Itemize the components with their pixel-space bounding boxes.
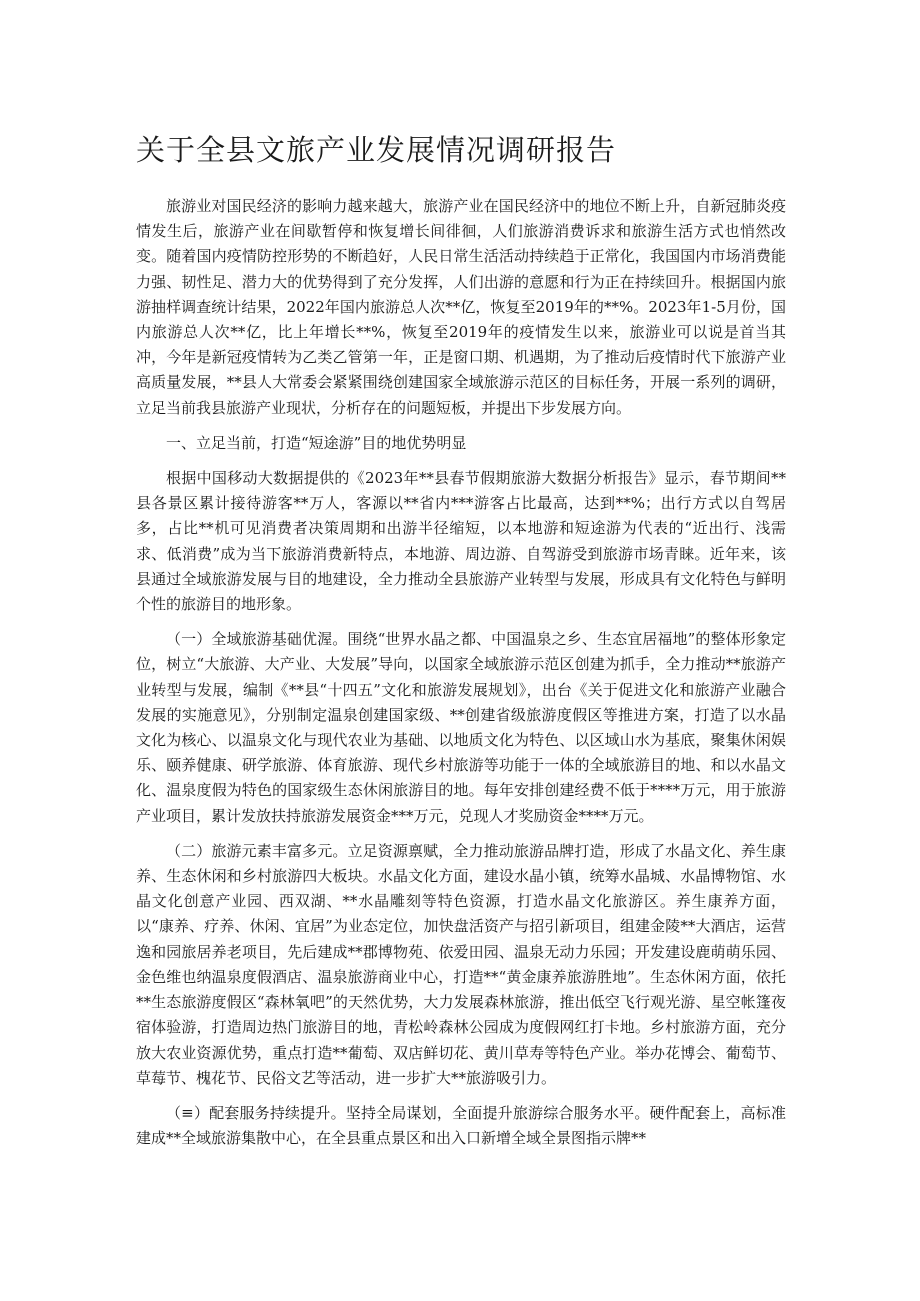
section-heading-1: 一、立足当前，打造“短途游”目的地优势明显 [166,433,467,452]
document-page [136,128,786,1161]
subsection-3-paragraph: （≡）配套服务持续提升。坚持全局谋划，全面提升旅游综合服务水平。硬件配套上，高标准建成**全域旅游集散中心，在全县重点景区和出入口新增全域全景图指示牌** [136,1103,786,1148]
subsection-2-paragraph: （二）旅游元素丰富多元。立足资源禀赋，全力推动旅游品牌打造，形成了水晶文化、养生康养、生态休闲和乡村旅游四大板块。水晶文化方面，建设水晶小镇，统筹水晶城、水晶博物馆、水晶文化创意产业园、西双湖、**水晶雕刻等特色资源，打造水晶文化旅游区。养生康养方面，以“康养、疗养、休闲、宜居”为业态定位，加快盘活资产与招引新项目，组建金陵**大酒店，运营逸和园旅居养老项目，先后建成**郡博物苑、依爱田园、温泉无动力乐园；开发建设鹿萌萌乐园、金色维也纳温泉度假酒店、温泉旅游商业中心，打造**“黄金康养旅游胜地”。生态休闲方面，依托**生态旅游度假区“森林氧吧”的天然优势，大力发展森林旅游，推出低空飞行观光游、星空帐篷夜宿体验游，打造周边热门旅游目的地，青松岭森林公园成为度假网红打卡地。乡村旅游方面，充分放大农业资源优势，重点打造**葡萄、双店鲜切花、黄川草寿等特色产业。举办花博会、葡萄节、草莓节、槐花节、民俗文艺等活动，进一步扩大**旅游吸引力。 [136,841,786,1087]
section1-paragraph: 根据中国移动大数据提供的《2023年**县春节假期旅游大数据分析报告》显示，春节期间**县各景区累计接待游客**万人，客源以**省内***游客占比最高，达到**%；出行方式以自驾居多，占比**机可见消费者决策周期和出游半径缩短，以本地游和短途游为代表的“近出行、浅需求、低消费”成为当下旅游消费新特点，本地游、周边游、自驾游受到旅游市场青睐。近年来，该县通过全域旅游发展与目的地建设，全力推动全县旅游产业转型与发展，形成具有文化特色与鲜明个性的旅游目的地形象。 [136,469,786,614]
intro-paragraph: 旅游业对国民经济的影响力越来越大，旅游产业在国民经济中的地位不断上升，自新冠肺炎疫情发生后，旅游产业在间歇暂停和恢复增长间徘徊，人们旅游消费诉求和旅游生活方式也悄然改变。随着国内疫情防控形势的不断趋好，人民日常生活活动持续趋于正常化，我国国内市场消费能力强、韧性足、潜力大的优势得到了充分发挥，人们出游的意愿和行为正在持续回升。根据国内旅游抽样调查统计结果，2022年国内旅游总人次**亿，恢复至2019年的**%。2023年1-5月份，国内旅游总人次**亿，比上年增长**%，恢复至2019年的疫情发生以来，旅游业可以说是首当其冲，今年是新冠疫情转为乙类乙管第一年，正是窗口期、机遇期，为了推动后疫情时代下旅游产业高质量发展，**县人大常委会紧紧围绕创建国家全域旅游示范区的目标任务，开展一系列的调研，立足当前我县旅游产业现状，分析存在的问题短板，并提出下步发展方向。 [136,197,786,417]
document-title: 关于全县文旅产业发展情况调研报告 [136,133,617,167]
subsection-1-paragraph: （一）全域旅游基础优渥。围绕“世界水晶之都、中国温泉之乡、生态宜居福地”的整体形象定位，树立“大旅游、大产业、大发展”导向，以国家全域旅游示范区创建为抓手，全力推动**旅游产业转型与发展，编制《**县“十四五”文化和旅游发展规划》，出台《关于促进文化和旅游产业融合发展的实施意见》，分别制定温泉创建国家级、**创建省级旅游度假区等推进方案，打造了以水晶文化为核心、以温泉文化与现代农业为基础、以地质文化为特色、以区域山水为基底，聚集休闲娱乐、颐养健康、研学旅游、体育旅游、现代乡村旅游等功能于一体的全域旅游目的地、和以水晶文化、温泉度假为特色的国家级生态休闲旅游目的地。每年安排创建经费不低于****万元，用于旅游产业项目，累计发放扶持旅游发展资金***万元，兑现人才奖励资金****万元。 [136,630,786,825]
